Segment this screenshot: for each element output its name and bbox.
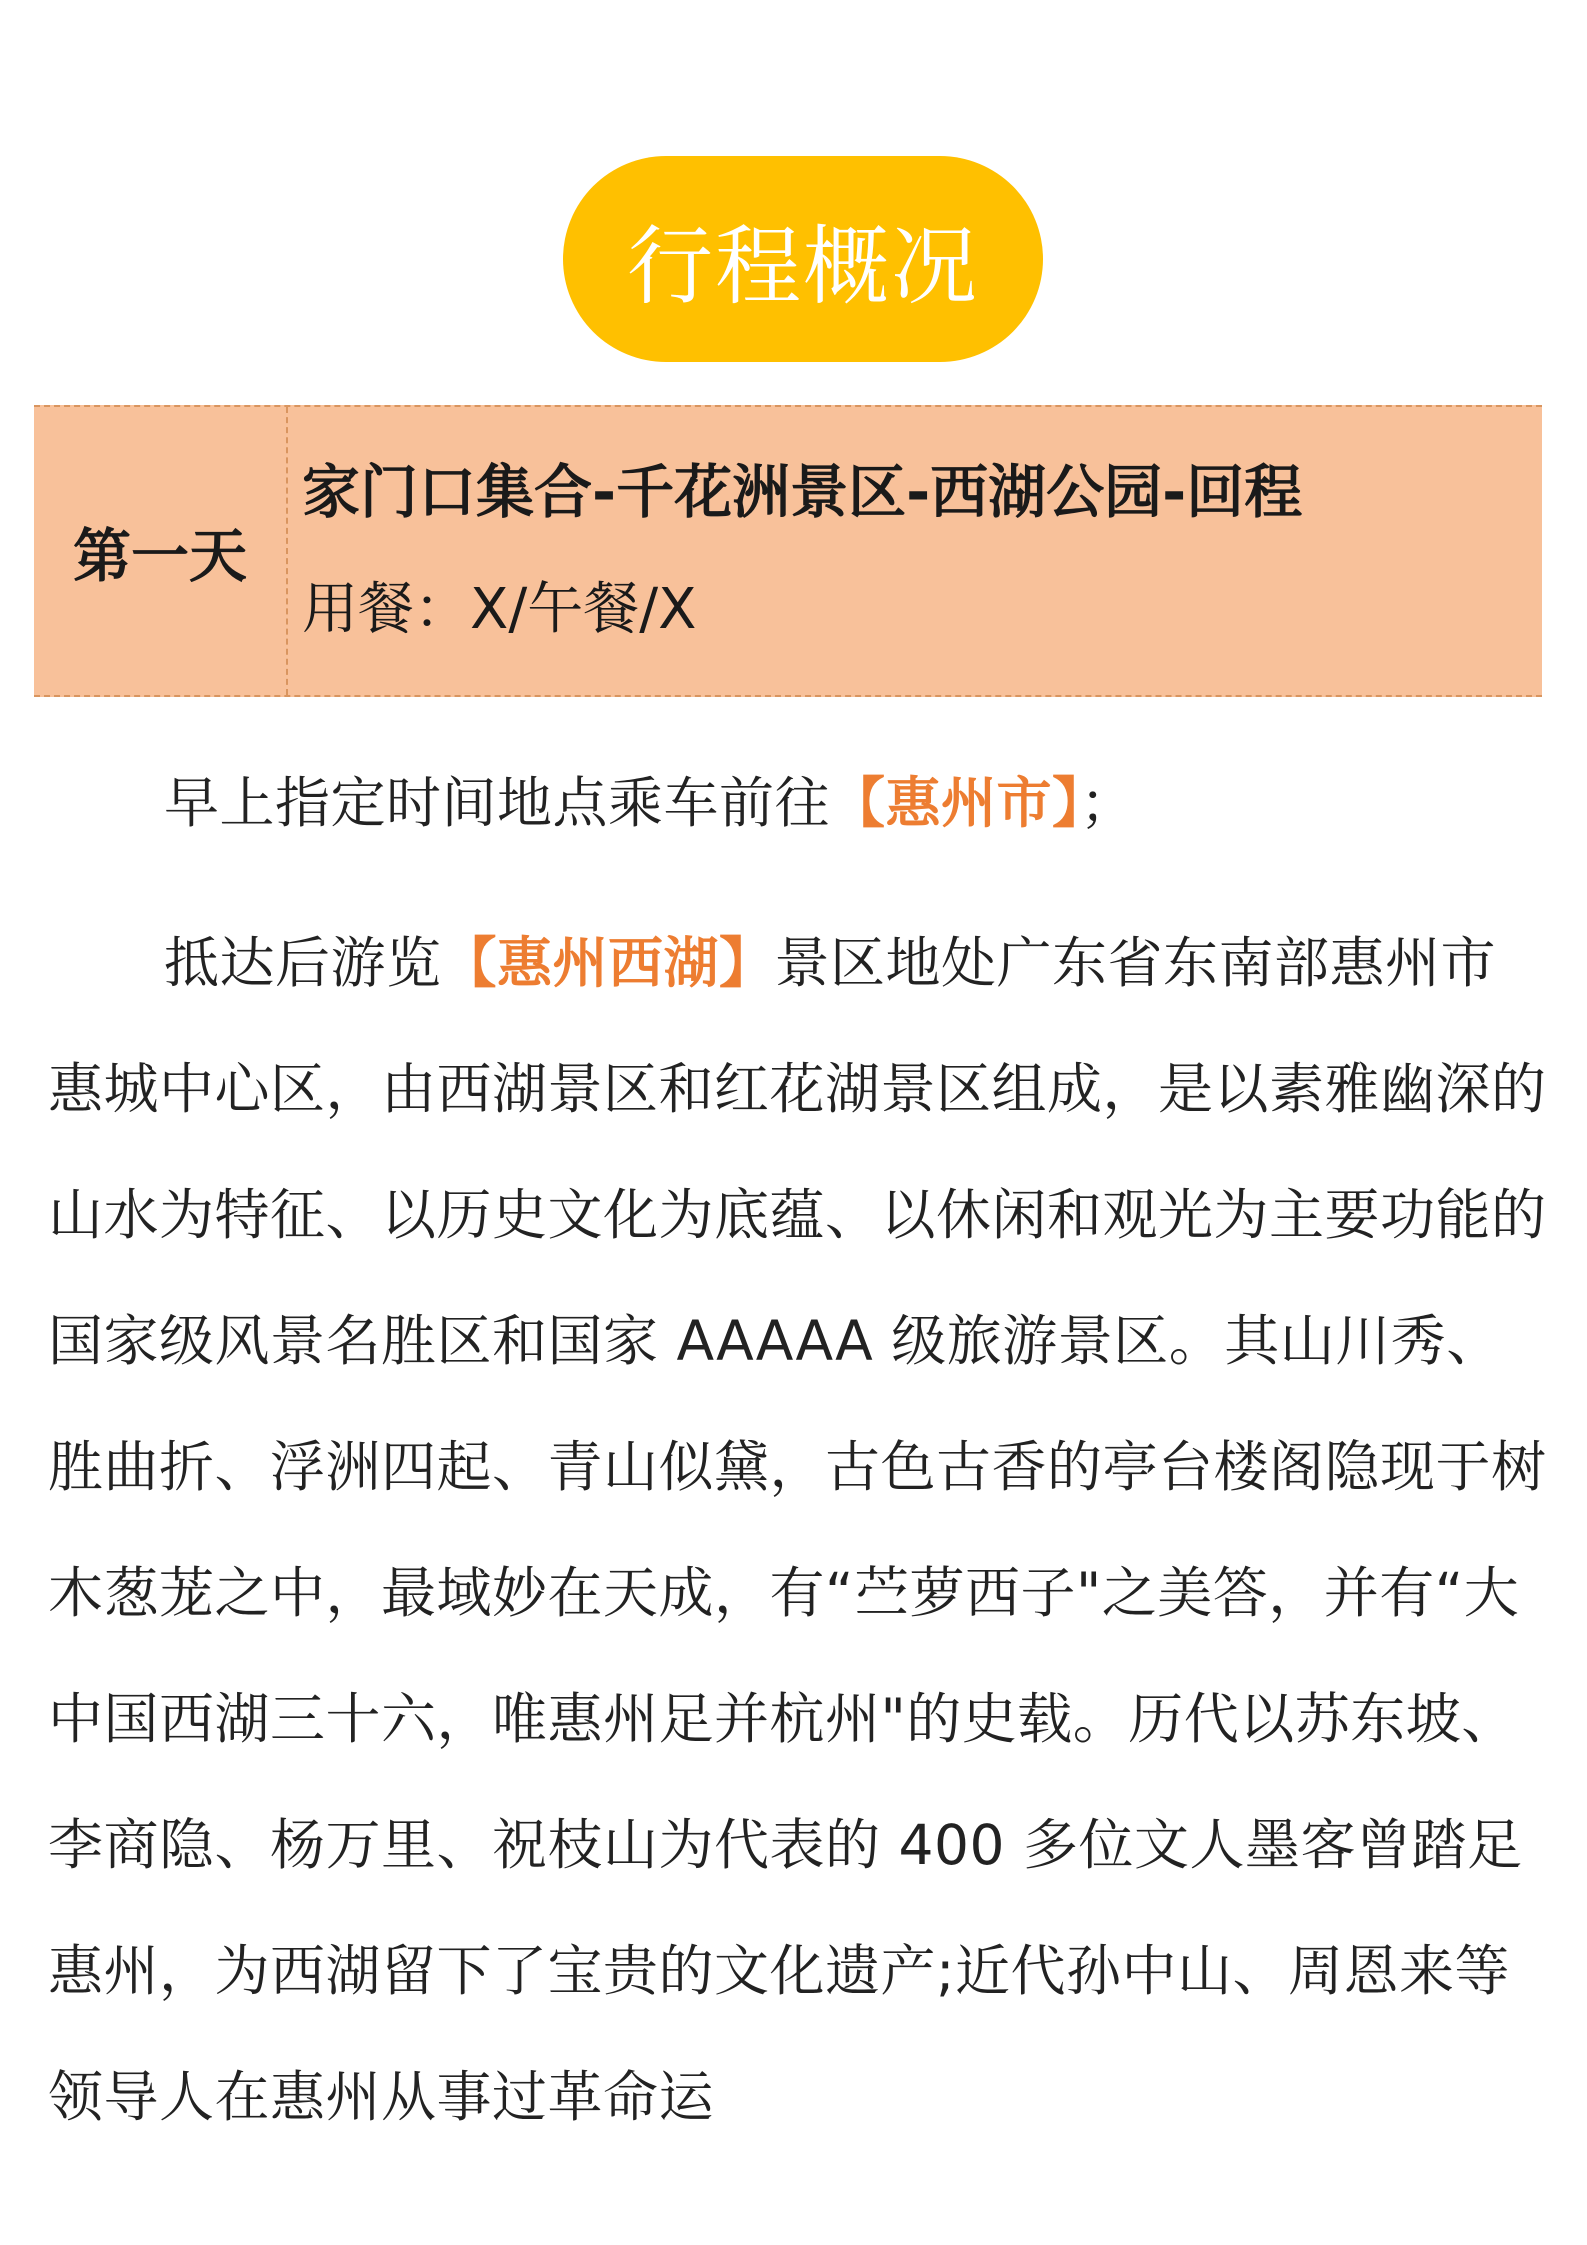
paragraph-departure (48, 740, 1548, 866)
day-label: 第一天 (72, 522, 247, 590)
paragraph-west-lake (48, 900, 1548, 2180)
highlight-place: 【惠州西湖】 (441, 931, 775, 995)
title-pill (563, 156, 1043, 362)
route-title: 家门口集合-千花洲景区-西湖公园-回程 (302, 458, 1303, 526)
day-header-table (34, 405, 1542, 697)
day-cell (34, 407, 288, 695)
paragraph-text: 景区地处广东省东南部惠州市惠城中心区，由西湖景区和红花湖景区组成，是以素雅幽深的山水为特征、以历史文化为底蕴、以休闲和观光为主要功能的国家级风景名胜区和国家 AAAAA 级旅游景区。其山川秀、胜曲折、浮洲四起、青山似黛，古色古香的亭台楼阁隐现于树木葱茏之中，最域妙在天成，有“苎萝西子"之美答，并有“大中国西湖三十六，唯惠州足并杭州"的史载。历代以苏东坡、李商隐、杨万里、祝枝山为代表的 400 多位文人墨客曾踏足惠州，为西湖留下了宝贵的文化遗产;近代孙中山、周恩来等领导人在惠州从事过革命运 (48, 931, 1547, 2129)
page-title: 行程概况 (627, 217, 979, 317)
highlight-place: 【惠州市】 (830, 771, 1081, 835)
meals-info: 用餐：X/午餐/X (302, 577, 697, 642)
paragraph-text: ； (1080, 771, 1136, 835)
paragraph-text: 抵达后游览 (164, 931, 442, 995)
paragraph-text: 早上指定时间地点乘车前往 (164, 771, 831, 835)
